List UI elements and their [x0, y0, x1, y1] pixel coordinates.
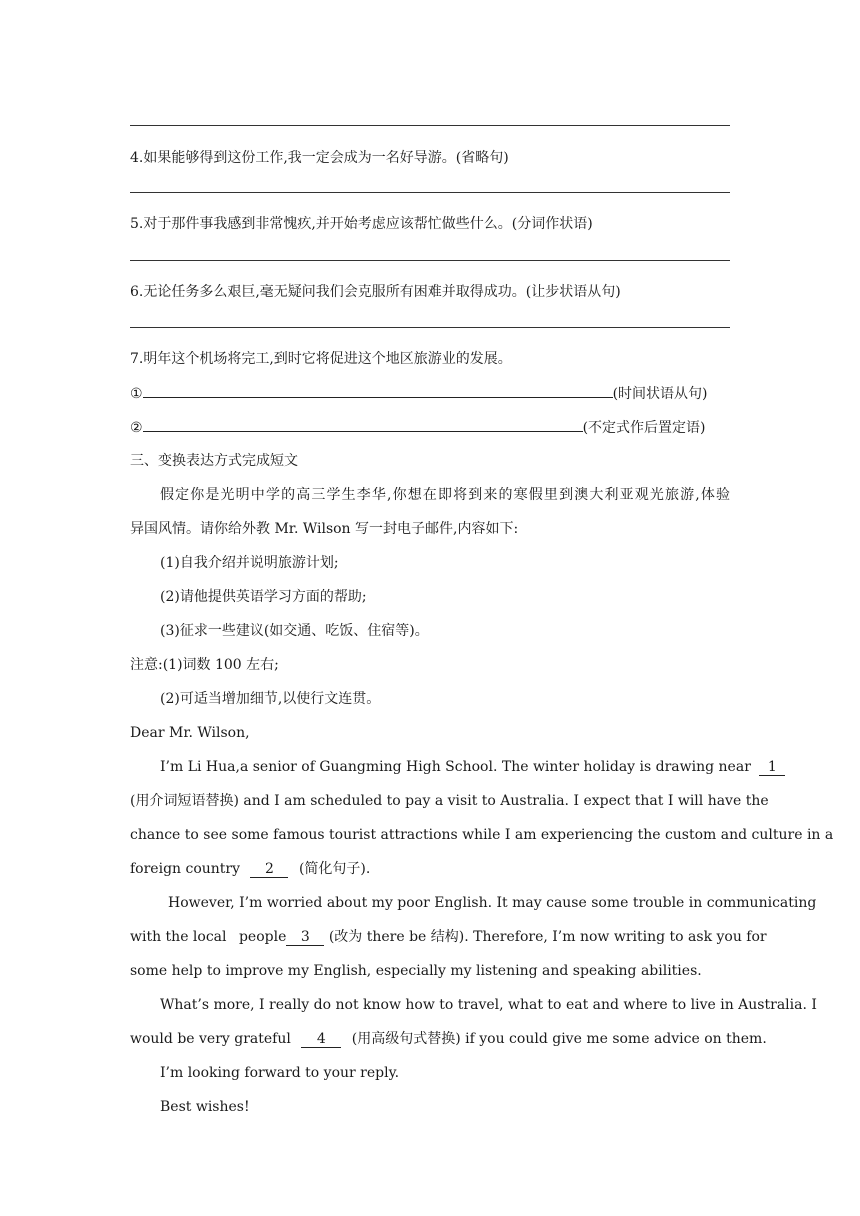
- letter-p4: I’m looking forward to your reply.: [160, 1065, 400, 1081]
- note-2: (2)可适当增加细节,以使行文连贯。: [160, 691, 381, 707]
- question-7-option-2: [130, 417, 730, 438]
- letter-p2-line2-text-a: with the local: [130, 929, 227, 945]
- letter-p2-line2: [130, 927, 767, 947]
- option-2-marker: ②: [130, 420, 143, 436]
- option-1-answer-line[interactable]: [143, 383, 613, 398]
- letter-p3-line2-text-b: (用高级句式替换) if you could give me some advice on them.: [351, 1031, 767, 1047]
- option-1-marker: ①: [130, 386, 143, 402]
- letter-p2-line2-text-b: people: [238, 929, 287, 945]
- letter-p2-line2-text-c: (改为 there be 结构). Therefore, I’m now writing to ask you for: [328, 929, 767, 945]
- blank-2[interactable]: 2: [250, 861, 288, 878]
- letter-p3-line2: [130, 1029, 767, 1049]
- letter-p1-line1: [160, 757, 777, 777]
- question-4: 4.如果能够得到这份工作,我一定会成为一名好导游。(省略句): [130, 150, 509, 166]
- letter-greeting: Dear Mr. Wilson,: [130, 725, 250, 741]
- letter-p1-line4-hint: (简化句子).: [298, 861, 371, 877]
- option-2-hint: (不定式作后置定语): [582, 420, 706, 436]
- letter-p2-line1: However, I’m worried about my poor English. It may cause some trouble in communicating: [168, 895, 817, 911]
- answer-line-6[interactable]: [130, 327, 730, 328]
- section-3-title: 三、变换表达方式完成短文: [130, 453, 298, 469]
- prompt-line-1: 假定你是光明中学的高三学生李华,你想在即将到来的寒假里到澳大利亚观光旅游,体验: [160, 487, 730, 503]
- blank-3[interactable]: 3: [286, 929, 324, 946]
- letter-p1-line4-text: foreign country: [130, 861, 241, 877]
- letter-p3-line1: What’s more, I really do not know how to travel, what to eat and where to live in Australia. I: [160, 997, 817, 1013]
- letter-closing: Best wishes!: [160, 1099, 250, 1115]
- blank-1[interactable]: 1: [759, 759, 785, 776]
- option-1-hint: (时间状语从句): [612, 386, 708, 402]
- question-7-option-1: [130, 383, 730, 404]
- question-6: 6.无论任务多么艰巨,毫无疑问我们会克服所有困难并取得成功。(让步状语从句): [130, 284, 621, 300]
- prompt-line-2: 异国风情。请你给外教 Mr. Wilson 写一封电子邮件,内容如下:: [130, 521, 519, 537]
- requirement-1: (1)自我介绍并说明旅游计划;: [160, 555, 339, 571]
- letter-p2-line3: some help to improve my English, especially my listening and speaking abilities.: [130, 963, 702, 979]
- letter-p1-line4: [130, 859, 730, 879]
- letter-p3-line2-text-a: would be very grateful: [130, 1031, 291, 1047]
- requirement-2: (2)请他提供英语学习方面的帮助;: [160, 589, 367, 605]
- question-7: 7.明年这个机场将完工,到时它将促进这个地区旅游业的发展。: [130, 351, 512, 367]
- option-2-answer-line[interactable]: [143, 417, 583, 432]
- answer-line-5[interactable]: [130, 260, 730, 261]
- question-5: 5.对于那件事我感到非常愧疚,并开始考虑应该帮忙做些什么。(分词作状语): [130, 216, 593, 232]
- requirement-3: (3)征求一些建议(如交通、吃饭、住宿等)。: [160, 623, 429, 639]
- answer-line-4[interactable]: [130, 192, 730, 193]
- letter-p1-line2: (用介词短语替换) and I am scheduled to pay a visit to Australia. I expect that I will have the: [130, 793, 769, 809]
- letter-p1-line1-text: I’m Li Hua,a senior of Guangming High School. The winter holiday is drawing near: [160, 759, 751, 775]
- blank-4[interactable]: 4: [301, 1031, 341, 1048]
- note-1: 注意:(1)词数 100 左右;: [130, 657, 279, 673]
- letter-p1-line3: chance to see some famous tourist attractions while I am experiencing the custom and culture in a: [130, 827, 834, 843]
- answer-line-3[interactable]: [130, 125, 730, 126]
